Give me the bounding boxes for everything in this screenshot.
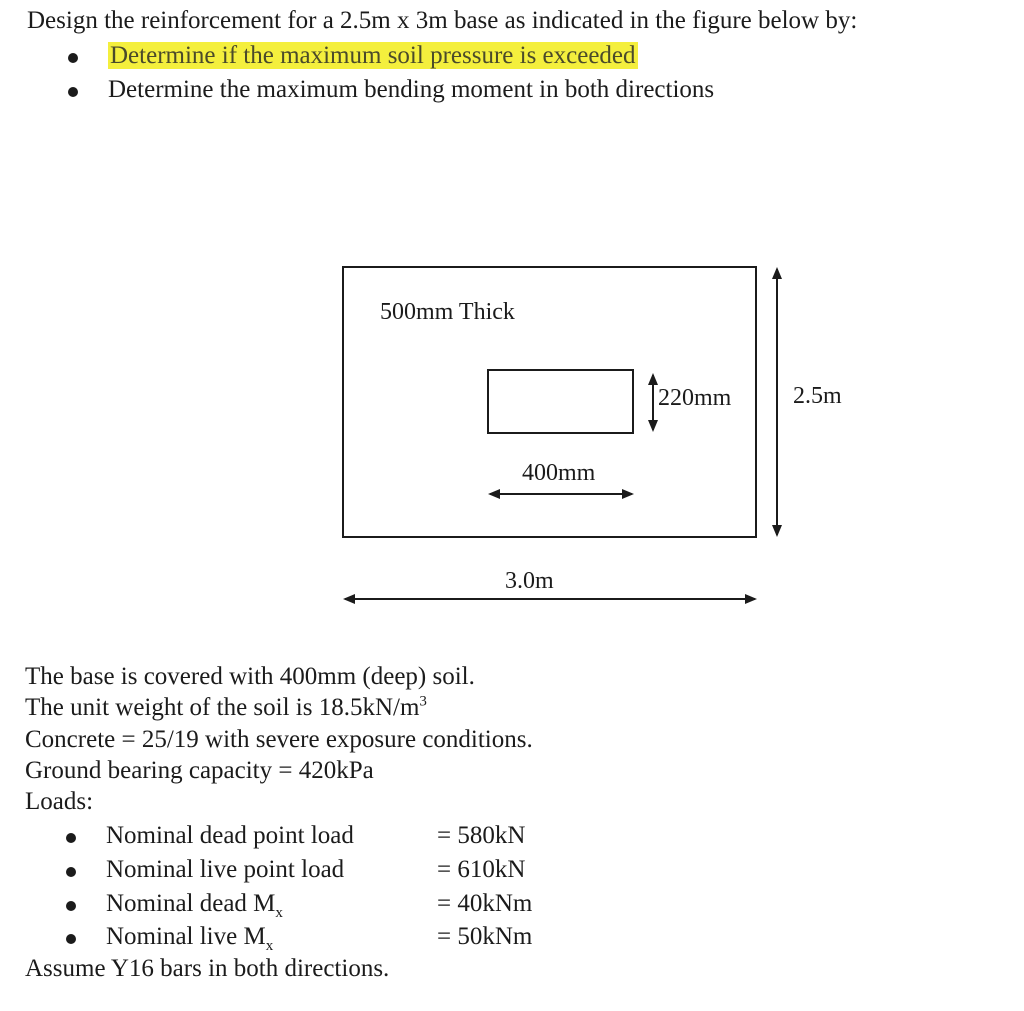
base-height-label: 2.5m — [793, 383, 842, 409]
load-label-1: Nominal dead point load — [106, 822, 354, 849]
load-value-2: = 610kN — [437, 856, 526, 883]
bearing-text: Ground bearing capacity = 420kPa — [25, 757, 374, 784]
load-label-2: Nominal live point load — [106, 856, 345, 883]
task-item-1-text: Determine if the maximum soil pressure is exceeded — [110, 42, 636, 69]
load-value-4: = 50kNm — [437, 923, 533, 950]
load-bullet-2 — [66, 867, 76, 877]
column-width-label: 400mm — [522, 460, 596, 486]
load-bullet-4 — [66, 934, 76, 944]
base-width-label: 3.0m — [505, 568, 554, 594]
bullet-2 — [68, 87, 78, 97]
footer-text: Assume Y16 bars in both directions. — [25, 955, 390, 982]
load-label-3: Nominal dead $M_x$ — [106, 890, 283, 921]
footing-figure — [330, 255, 870, 620]
column-outline — [488, 370, 633, 433]
task-item-1 — [108, 41, 638, 71]
load-value-1: = 580kN — [437, 822, 526, 849]
intro-text: Design the reinforcement for a 2.5m x 3m base as indicated in the figure below by: — [27, 7, 858, 34]
soil-cover-text: The base is covered with 400mm (deep) soil. — [25, 663, 475, 690]
unit-weight-text — [25, 693, 427, 723]
load-value-3: = 40kNm — [437, 890, 533, 917]
load-bullet-1 — [66, 833, 76, 843]
task-item-2: Determine the maximum bending moment in both directions — [108, 76, 715, 103]
bullet-1 — [68, 53, 78, 63]
load-bullet-3 — [66, 901, 76, 911]
unit-weight-exponent: 3 — [419, 693, 427, 710]
concrete-text: Concrete = 25/19 with severe exposure conditions. — [25, 726, 533, 753]
thickness-label: 500mm Thick — [380, 299, 515, 325]
loads-heading: Loads: — [25, 788, 94, 815]
column-height-label: 220mm — [658, 385, 732, 411]
unit-weight-main: The unit weight of the soil is 18.5kN/m — [25, 694, 420, 721]
load-label-4: Nominal live $M_x$ — [106, 923, 274, 954]
